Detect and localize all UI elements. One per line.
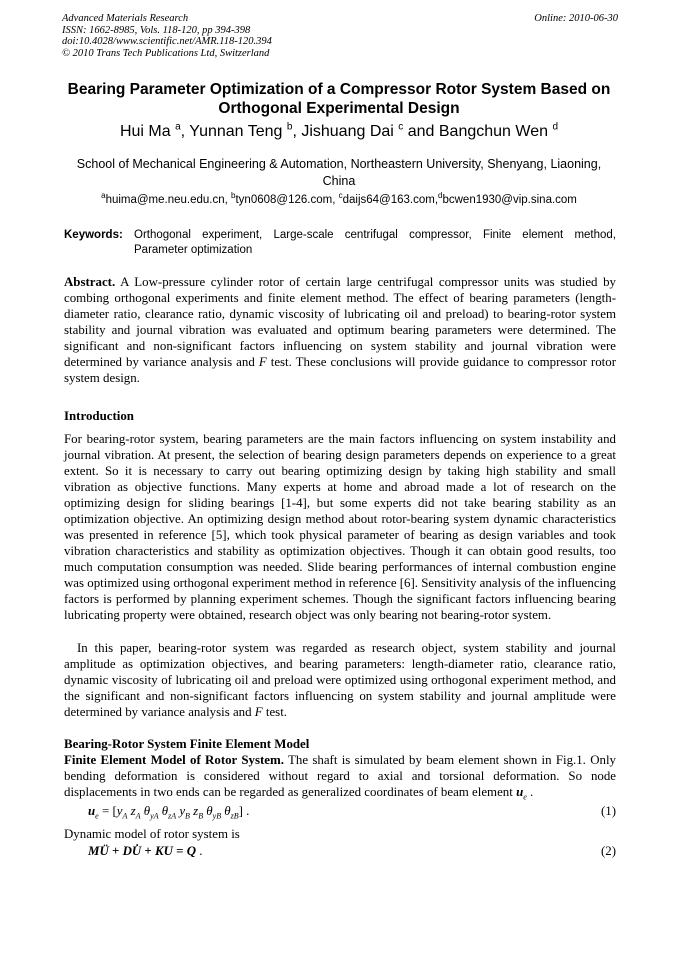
keywords-label: Keywords: (64, 229, 123, 241)
keywords-block (64, 228, 616, 258)
email-link[interactable]: huima@me.neu.edu.cn, (105, 194, 232, 206)
affiliation: School of Mechanical Engineering & Automation, Northeastern University, Shenyang, Liaoning, China (76, 157, 602, 188)
equation-2-expression: MÜ + DU̇ + KU = Q . (88, 844, 203, 858)
author-name: Hui Ma (119, 123, 171, 140)
online-date: Online: 2010-06-30 (534, 13, 618, 24)
journal-name: Advanced Materials Research (62, 13, 189, 24)
dynamic-model-text: Dynamic model of rotor system is (64, 827, 240, 841)
abstract-label: Abstract. (64, 275, 116, 289)
subsection-heading: Finite Element Model of Rotor System. (64, 753, 284, 767)
author-sup: d (552, 121, 559, 133)
keywords-text: Orthogonal experiment, Large-scale centrifugal compressor, Finite element method, Parameter optimization (134, 229, 616, 256)
equation-1-number: (1) (600, 804, 616, 818)
email-list: $^a$huima@me.neu.edu.cn, $^b$tyn0608@126.com, $^c$daijs64@163.com,$^d$bcwen1930@vip.sina.com (101, 191, 577, 206)
journal-header (62, 13, 618, 59)
copyright-line: © 2010 Trans Tech Publications Ltd, Switzerland (62, 47, 270, 59)
intro-paragraph: For bearing-rotor system, bearing parameters are the main factors influencing on system instability and journal vibration. At present, the selection of bearing design parameters depends on experience to a great extent. So it is necessary to carry out bearing optimizing design by taking high stability and small vibration as objective functions. Many experts at home and abroad made a lot of research on the optimizing design for sliding bearings [1-4], but some experts did not take bearing stability as an optimization objective. An optimizing design method about rotor-bearing system dynamic characteristics was presented in reference [5], which took physical parameter of bearing as design variables and took vibration characteristics and stability as optimization objectives. Though it can obtain good results, too much computation consumption was needed. Slide bearing performances of internal combustion engine was optimized using orthogonal experiment method in reference [6]. Sensitivity analysis of the influencing factors is performed by planning experiment schemes. Though the significant factors influencing bearing lubricating property were obtained, research object was only bearing not bearing-rotor system. (64, 432, 617, 622)
author-list: Hui Ma $^a$, Yunnan Teng $^b$, Jishuang Dai $^c$ and Bangchun Wen $^d$ (119, 121, 559, 140)
email-link[interactable]: bcwen1930@vip.sina.com (442, 194, 577, 206)
author-name: Jishuang Dai (301, 123, 394, 140)
fe-model-paragraph: Finite Element Model of Rotor System. The shaft is simulated by beam element shown in Fig.1. Only bending deformation is considered without regard to axial and torsional deformation. So node displacements in two ends can be regarded as generalized coordinates of beam element $u_e$ . (64, 753, 616, 802)
equation-1-expression: $u_e = [y_A$ $z_A$ $\theta_{yA}$ $\theta_{zA}$ $y_B$ $z_B$ $\theta_{yB}$ $\theta_{zB}$] . (88, 804, 250, 821)
equation-2-number: (2) (600, 844, 616, 858)
author-name: Yunnan Teng (189, 123, 283, 140)
email-link[interactable]: tyn0608@126.com, (235, 194, 339, 206)
author-sup: a (175, 121, 181, 133)
section-heading-introduction: Introduction (64, 409, 134, 423)
doi-line[interactable]: doi:10.4028/www.scientific.net/AMR.118-120.394 (62, 36, 272, 47)
issn-line: ISSN: 1662-8985, Vols. 118-120, pp 394-398 (62, 24, 251, 36)
author-sup: b (286, 121, 293, 133)
intro-paragraph: In this paper, bearing-rotor system was regarded as research object, system stability and journal amplitude as optimization objectives, and bearing parameters: length-diameter ratio, clearance ratio, dynamic viscosity of lubricating oil and preload were optimized using orthogonal experiment method, and the significant and non-significant factors influencing on system stability and journal amplitude were determined by variance analysis and F test. (64, 641, 616, 719)
equation-2 (64, 843, 616, 861)
section-heading-model: Bearing-Rotor System Finite Element Model (64, 737, 310, 751)
paper-title: Bearing Parameter Optimization of a Compressor Rotor System Based on Orthogonal Experimental Design (67, 81, 611, 117)
equation-1 (64, 803, 616, 821)
email-link[interactable]: daijs64@163.com, (342, 194, 439, 206)
author-sup: c (398, 121, 404, 133)
author-name: Bangchun Wen (438, 123, 548, 140)
abstract: Abstract. A Low-pressure cylinder rotor of certain large centrifugal compressor units was studied by combing orthogonal experiments and finite element method. The effect of bearing parameters (length-diameter ratio, clearance ratio, dynamic viscosity of lubricating oil and preload) to bearing-rotor system stability and journal vibration was evaluated and optimum bearing parameters were determined. The significant and non-significant factors influencing on system stability and journal vibration were determined by variance analysis and F test. These conclusions will provide guidance to compressor rotor system design. (64, 275, 616, 385)
